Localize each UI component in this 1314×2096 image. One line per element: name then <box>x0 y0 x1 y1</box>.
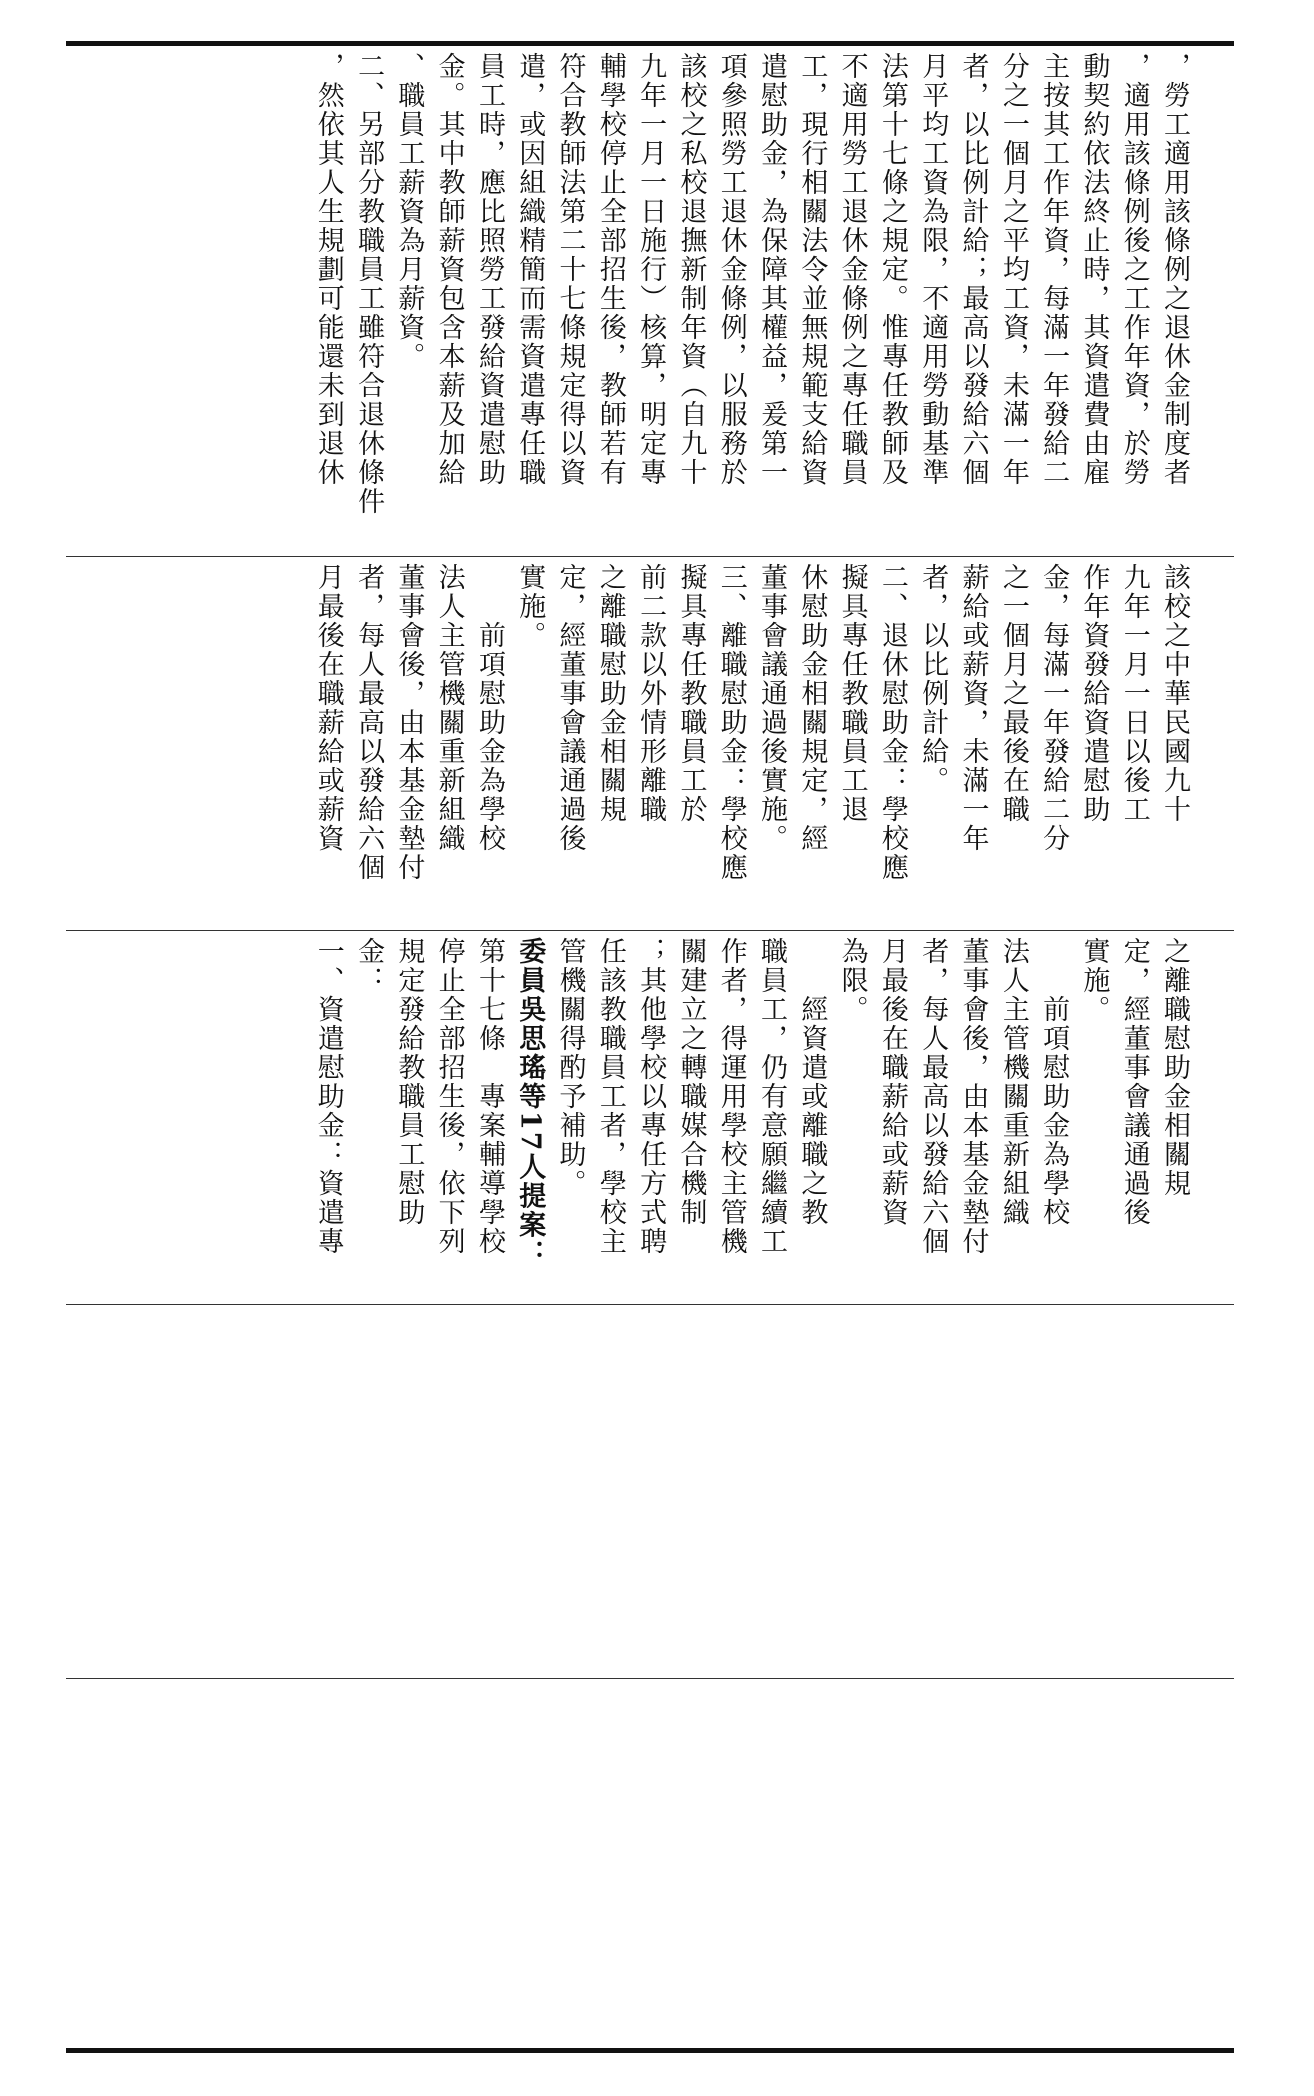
text-line: 作者，得運用學校主管機 <box>715 937 747 1256</box>
text-line: 董事會後，由本基金墊付 <box>957 937 989 1256</box>
text-line: 遣慰助金，為保障其權益，爰第一 <box>756 52 788 487</box>
text-line: 第十七條 專案輔導學校 <box>473 937 505 1256</box>
text-line: 作年資發給資遣慰助 <box>1078 563 1110 824</box>
column-left <box>66 931 1234 1304</box>
column-middle <box>66 557 1234 930</box>
text-line: 動契約依法終止時，其資遣費由雇 <box>1078 52 1110 487</box>
text-line: 前項慰助金為學校 <box>1038 937 1070 1227</box>
text-line: 董事會議通過後實施。 <box>756 563 788 853</box>
text-line: 分之一個月之平均工資，未滿一年 <box>997 52 1029 487</box>
text-line: 休慰助金相關規定，經 <box>796 563 828 853</box>
text-line: 實施。 <box>514 563 546 650</box>
text-line: 薪給或薪資，未滿一年 <box>957 563 989 853</box>
text-line: 法人主管機關重新組織 <box>433 563 465 853</box>
text-line: 、職員工薪資為月薪資。 <box>393 52 425 371</box>
text-line: 遣，或因組織精簡而需資遣專任職 <box>514 52 546 487</box>
text-line: ；其他學校以專任方式聘 <box>635 937 667 1256</box>
text-line: 前二款以外情形離職 <box>635 563 667 824</box>
text-line: 管機關得酌予補助。 <box>554 937 586 1198</box>
text-line: 之一個月之最後在職 <box>997 563 1029 824</box>
text-line: 九年一月一日以後工 <box>1118 563 1150 824</box>
text-line: 關建立之轉職媒合機制 <box>675 937 707 1227</box>
text-line: 定，經董事會議通過後 <box>554 563 586 853</box>
text-line: 者，每人最高以發給六個 <box>353 563 385 882</box>
text-line: 擬具專任教職員工於 <box>675 563 707 824</box>
text-line: ，然依其人生規劃可能還未到退休 <box>312 52 344 487</box>
text-line: 定，經董事會議通過後 <box>1118 937 1150 1227</box>
text-line: 委員吳思瑤等17人提案： <box>514 937 546 1269</box>
text-line: 之離職慰助金相關規 <box>1159 937 1190 1198</box>
text-line: 職員工，仍有意願繼續工 <box>756 937 788 1256</box>
text-line: 擬具專任教職員工退 <box>836 563 868 824</box>
text-line: 月最後在職薪給或薪資 <box>312 563 344 853</box>
text-line: 者，以比例計給；最高以發給六個 <box>957 52 989 487</box>
text-line: 金。其中教師薪資包含本薪及加給 <box>433 52 465 487</box>
text-line: 一、資遣慰助金：資遣專 <box>312 937 344 1256</box>
text-line: 主按其工作年資，每滿一年發給二 <box>1038 52 1070 487</box>
text-line: 該校之中華民國九十 <box>1159 563 1190 824</box>
text-line: ，適用該條例後之工作年資，於勞 <box>1118 52 1150 487</box>
text-line: ，勞工適用該條例之退休金制度者 <box>1159 52 1190 487</box>
text-line: 員工時，應比照勞工發給資遣慰助 <box>473 52 505 487</box>
text-line: 之離職慰助金相關規 <box>594 563 626 824</box>
text-line: 輔學校停止全部招生後，教師若有 <box>594 52 626 487</box>
column-text <box>307 937 1194 1298</box>
text-line: 該校之私校退撫新制年資（自九十 <box>675 52 707 487</box>
text-line: 者，以比例計給。 <box>917 563 949 795</box>
text-line: 月最後在職薪給或薪資 <box>876 937 908 1227</box>
text-line: 為限。 <box>836 937 868 1024</box>
empty-column <box>66 1305 1234 1678</box>
text-line: 九年一月一日施行）核算，明定專 <box>635 52 667 487</box>
text-line: 項參照勞工退休金條例，以服務於 <box>715 52 747 487</box>
text-line: 金，每滿一年發給二分 <box>1038 563 1070 853</box>
bottom-rule <box>66 2048 1234 2053</box>
text-line: 者，每人最高以發給六個 <box>917 937 949 1256</box>
text-line: 經資遣或離職之教 <box>796 937 828 1227</box>
text-line: 任該教職員工者，學校主 <box>594 937 626 1256</box>
column-text <box>307 563 1194 924</box>
row-divider-4 <box>66 1678 1234 1679</box>
text-line: 董事會後，由本基金墊付 <box>393 563 425 882</box>
text-line: 不適用勞工退休金條例之專任職員 <box>836 52 868 487</box>
text-line: 符合教師法第二十七條規定得以資 <box>554 52 586 487</box>
column-text <box>307 52 1194 550</box>
text-line: 三、離職慰助金：學校應 <box>715 563 747 882</box>
text-line: 二、另部分教職員工雖符合退休條件 <box>353 52 385 516</box>
text-line: 法第十七條之規定。惟專任教師及 <box>876 52 908 487</box>
text-line: 前項慰助金為學校 <box>473 563 505 853</box>
text-line: 二、退休慰助金：學校應 <box>876 563 908 882</box>
text-line: 金： <box>353 937 385 995</box>
text-line: 工，現行相關法令並無規範支給資 <box>796 52 828 487</box>
text-line: 法人主管機關重新組織 <box>997 937 1029 1227</box>
text-line: 實施。 <box>1078 937 1110 1024</box>
column-right <box>66 46 1234 556</box>
text-line: 規定發給教職員工慰助 <box>393 937 425 1227</box>
text-line: 停止全部招生後，依下列 <box>433 937 465 1256</box>
text-line: 月平均工資為限，不適用勞動基準 <box>917 52 949 487</box>
